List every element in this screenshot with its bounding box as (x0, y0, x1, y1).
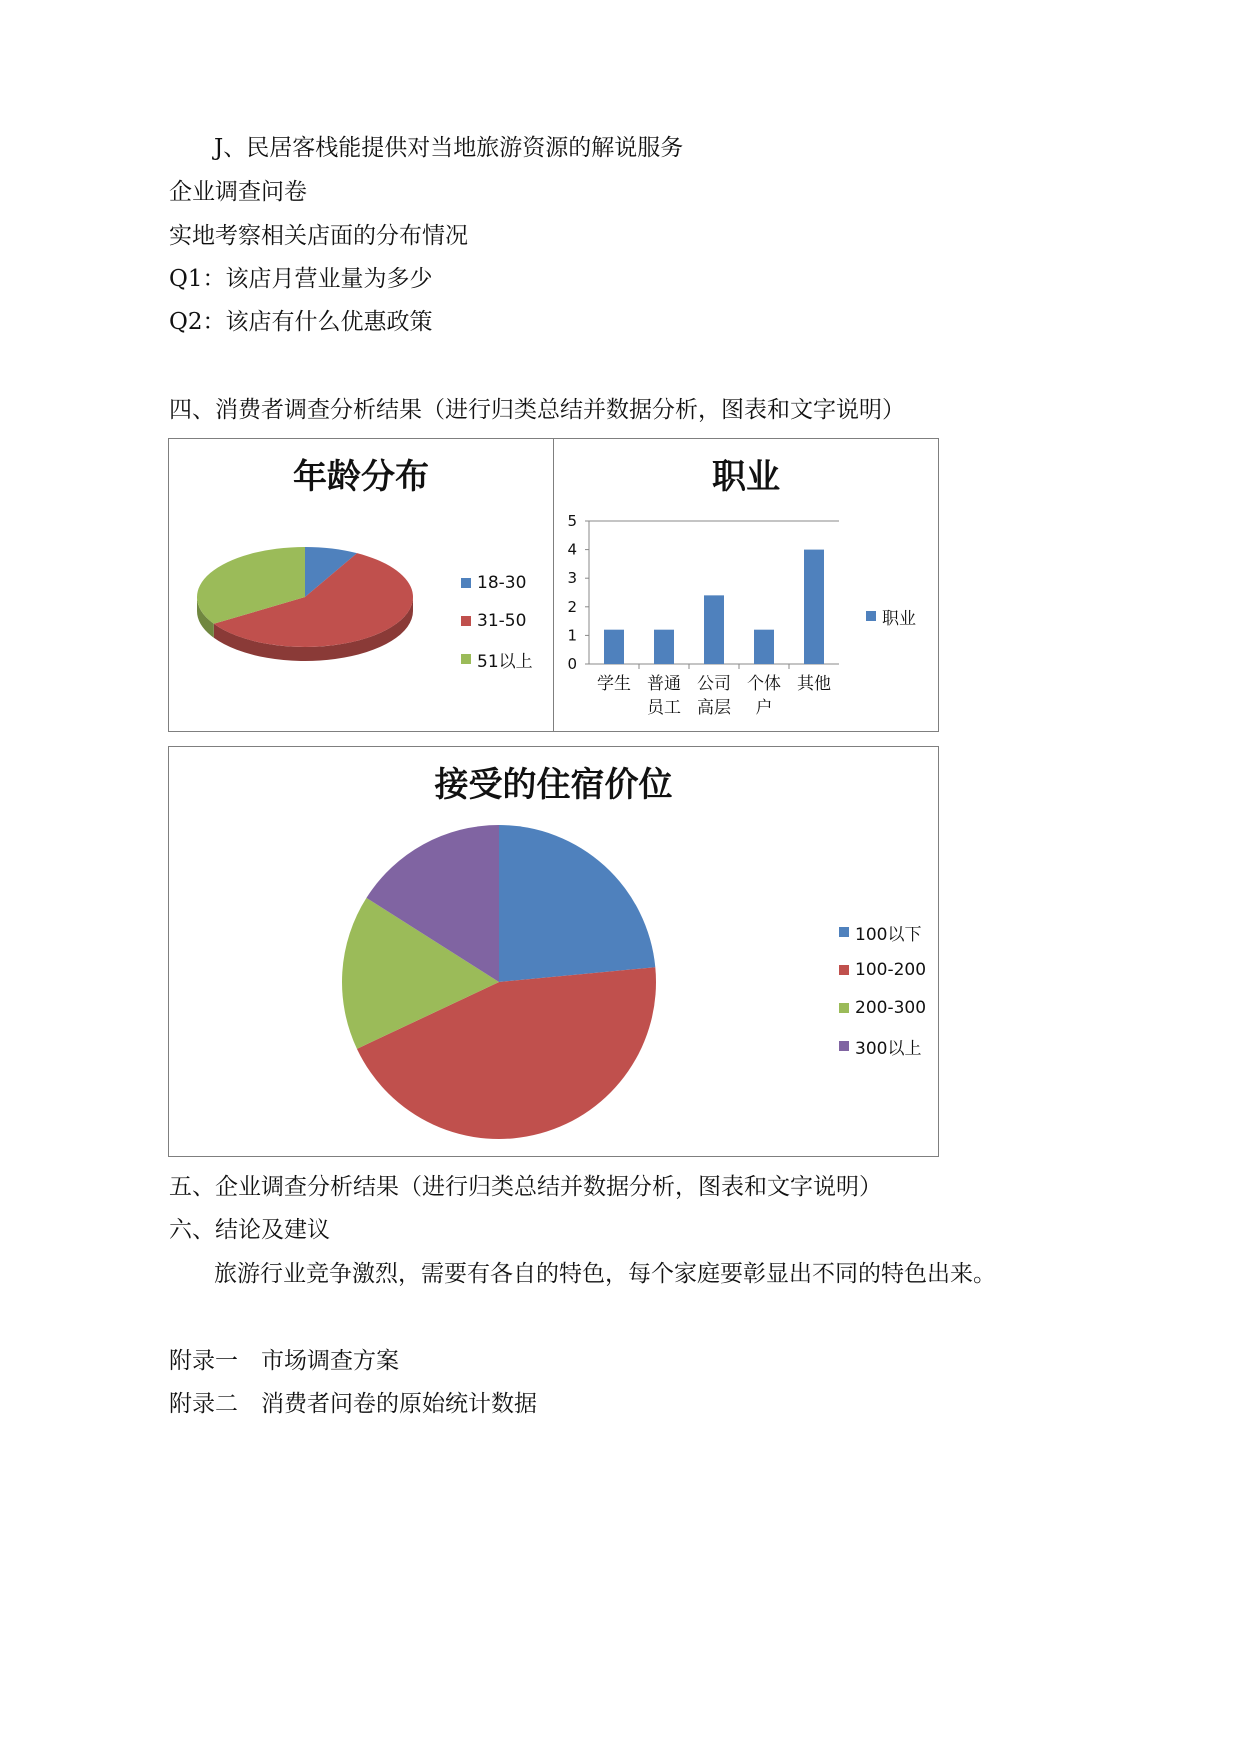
text-q2: Q2：该店有什么优惠政策 (169, 309, 433, 335)
text-q1: Q1：该店月营业量为多少 (169, 266, 433, 292)
legend-swatch (839, 1003, 849, 1013)
legend-swatch (461, 654, 471, 664)
chart-title: 职业 (712, 457, 780, 497)
chart-price (168, 746, 939, 1157)
y-tick-label: 4 (567, 540, 577, 559)
text-line-j: J、民居客栈能提供对当地旅游资源的解说服务 (214, 135, 684, 161)
legend-label: 100-200 (855, 960, 927, 980)
price-legend (839, 913, 926, 1065)
section-heading-4: 四、消费者调查分析结果（进行归类总结并数据分析，图表和文字说明） (169, 397, 905, 423)
price-pie-svg (169, 747, 940, 1158)
legend-item (839, 989, 926, 1027)
x-tick-label: 员工 (647, 698, 681, 718)
legend-item (839, 913, 926, 951)
appendix-1: 附录一 市场调查方案 (169, 1348, 399, 1374)
chart-title: 年龄分布 (293, 457, 429, 497)
bar (604, 630, 624, 664)
legend-swatch (461, 616, 471, 626)
legend-item (461, 564, 533, 602)
x-tick-label: 户 (755, 698, 773, 718)
bar (804, 550, 824, 664)
legend-swatch (839, 927, 849, 937)
age-legend (461, 564, 533, 678)
x-tick-label: 公司 (697, 674, 731, 694)
legend-label: 100以下 (855, 924, 922, 945)
x-tick-label: 高层 (697, 698, 731, 718)
chart-title: 接受的住宿价位 (434, 765, 673, 805)
y-tick-label: 1 (567, 626, 577, 645)
conclusion-text: 旅游行业竞争激烈，需要有各自的特色，每个家庭要彰显出不同的特色出来。 (214, 1261, 996, 1287)
legend-label: 职业 (882, 608, 916, 629)
y-tick-label: 2 (567, 597, 577, 616)
x-tick-label: 个体 (747, 674, 781, 694)
occupation-bar-svg (554, 439, 940, 733)
legend-label: 18-30 (477, 573, 527, 593)
x-tick-label: 其他 (797, 674, 831, 694)
appendix-2: 附录二 消费者问卷的原始统计数据 (169, 1391, 537, 1417)
legend-label: 200-300 (855, 998, 927, 1018)
section-heading-5: 五、企业调查分析结果（进行归类总结并数据分析，图表和文字说明） (169, 1174, 882, 1200)
legend-label: 300以上 (855, 1038, 922, 1059)
legend-item (866, 597, 916, 635)
y-tick-label: 3 (567, 569, 577, 588)
chart-age-distribution (168, 438, 554, 732)
y-tick-label: 0 (567, 655, 577, 673)
chart-occupation (553, 438, 939, 732)
pie-slice-0 (499, 825, 655, 982)
text-field-survey: 实地考察相关店面的分布情况 (169, 223, 468, 249)
occupation-legend (866, 597, 916, 635)
legend-label: 51以上 (477, 651, 533, 672)
y-tick-label: 5 (567, 512, 577, 530)
bar (754, 630, 774, 664)
x-tick-label: 普通 (647, 674, 681, 694)
legend-swatch (839, 1041, 849, 1051)
legend-item (839, 951, 926, 989)
section-heading-6: 六、结论及建议 (169, 1217, 330, 1243)
legend-item (461, 602, 533, 640)
legend-swatch (839, 965, 849, 975)
legend-item (839, 1027, 926, 1065)
text-enterprise-questionnaire: 企业调查问卷 (169, 179, 307, 205)
bar (704, 595, 724, 664)
x-tick-label: 学生 (597, 674, 631, 694)
bar (654, 630, 674, 664)
legend-item (461, 640, 533, 678)
legend-swatch (866, 611, 876, 621)
legend-swatch (461, 578, 471, 588)
legend-label: 31-50 (477, 611, 527, 631)
